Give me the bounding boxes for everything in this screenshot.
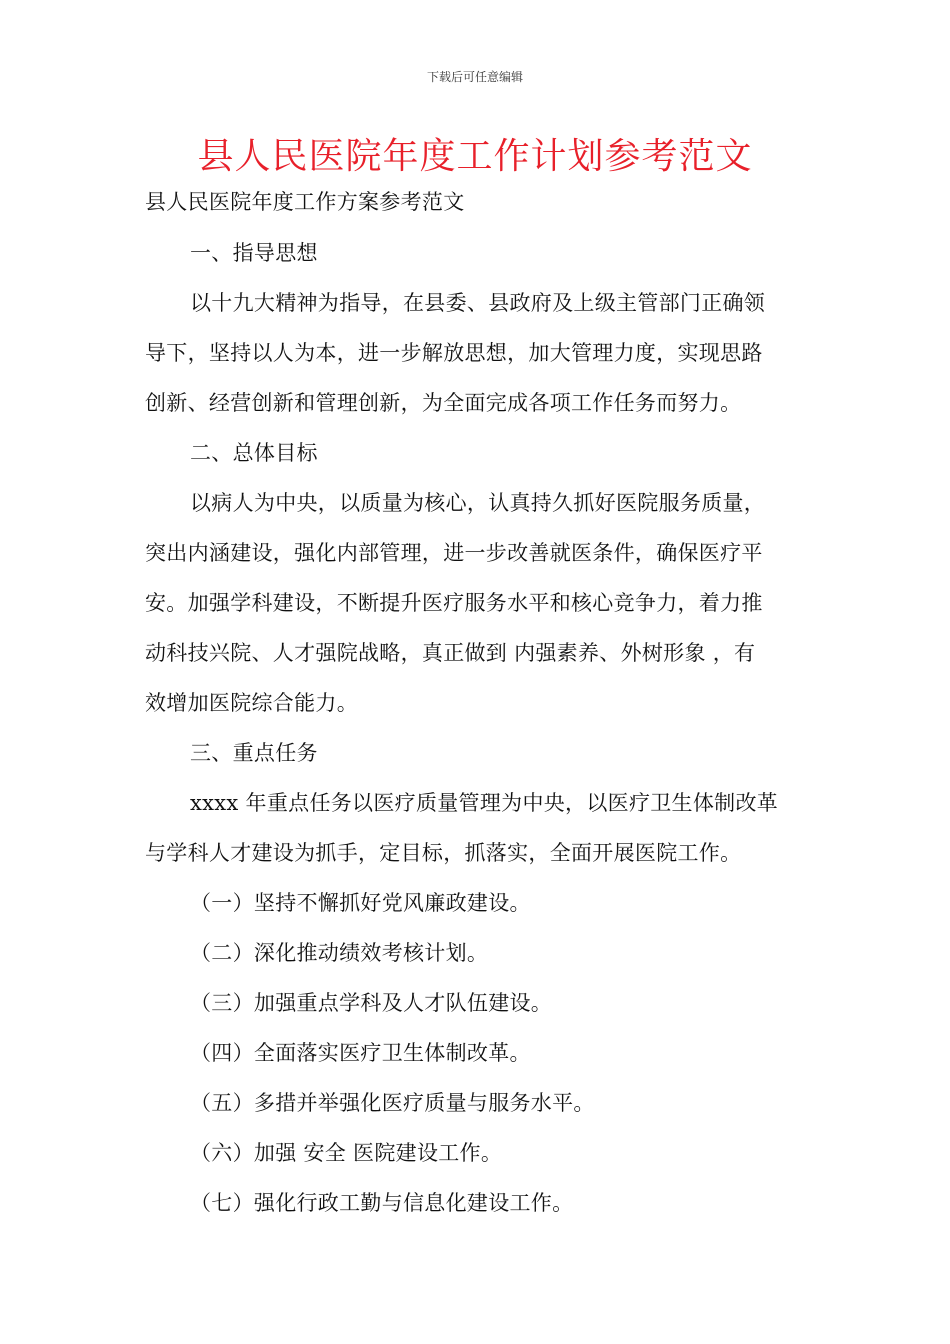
document-title: 县人民医院年度工作计划参考范文 [197, 136, 753, 177]
paragraph-line: 突出内涵建设，强化内部管理，进一步改善就医条件，确保医疗平 [145, 541, 763, 565]
task-list-item: （三）加强重点学科及人才队伍建设。 [190, 991, 553, 1015]
paragraph-line: 以病人为中央，以质量为核心，认真持久抓好医院服务质量， [190, 491, 766, 515]
section-heading-guiding-thought: 一、指导思想 [190, 241, 318, 265]
paragraph-line: 导下，坚持以人为本，进一步解放思想，加大管理力度，实现思路 [145, 341, 763, 365]
task-list-item: （四）全面落实医疗卫生体制改革。 [190, 1041, 531, 1065]
paragraph-line: 安。加强学科建设，不断提升医疗服务水平和核心竞争力，着力推 [145, 591, 763, 615]
task-list-item: （五）多措并举强化医疗质量与服务水平。 [190, 1091, 595, 1115]
section-heading-overall-goals: 二、总体目标 [190, 441, 318, 465]
task-list-item: （七）强化行政工勤与信息化建设工作。 [190, 1191, 574, 1215]
paragraph-line: xxxx 年重点任务以医疗质量管理为中央，以医疗卫生体制改革 [190, 791, 779, 815]
paragraph-line: 以十九大精神为指导，在县委、县政府及上级主管部门正确领 [190, 291, 766, 315]
paragraph-line: 效增加医院综合能力。 [145, 691, 358, 715]
task-list-item: （二）深化推动绩效考核计划。 [190, 941, 489, 965]
paragraph-line: 与学科人才建设为抓手，定目标，抓落实，全面开展医院工作。 [145, 841, 742, 865]
header-note: 下载后可任意编辑 [426, 70, 523, 84]
task-list-item: （一）坚持不懈抓好党风廉政建设。 [190, 891, 531, 915]
document-subtitle: 县人民医院年度工作方案参考范文 [145, 190, 465, 214]
paragraph-line: 创新、经营创新和管理创新，为全面完成各项工作任务而努力。 [145, 391, 742, 415]
section-heading-key-tasks: 三、重点任务 [190, 741, 318, 765]
task-list-item: （六）加强 安全 医院建设工作。 [190, 1141, 503, 1165]
paragraph-line: 动科技兴院、人才强院战略，真正做到 内强素养、外树形象 ，有 [145, 641, 756, 665]
